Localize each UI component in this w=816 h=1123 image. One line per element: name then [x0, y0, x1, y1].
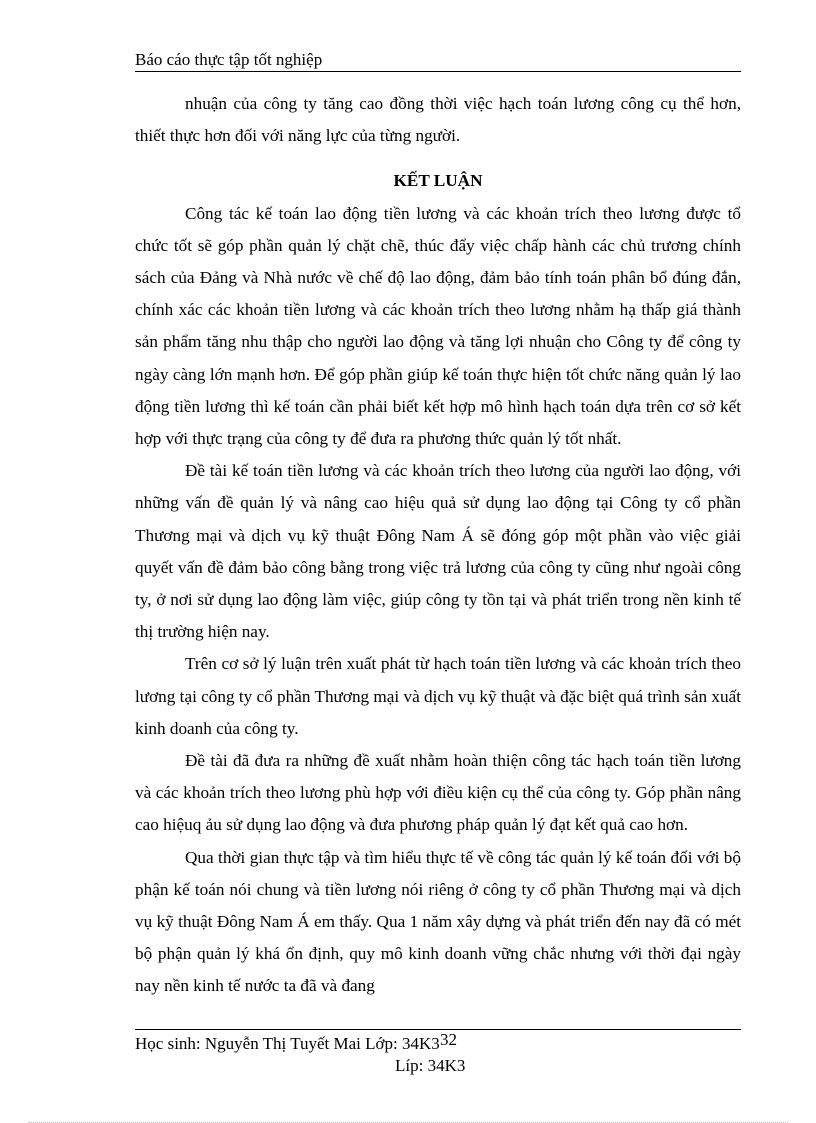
- paragraph-1: Công tác kế toán lao động tiền lương và các khoản trích theo lương được tổ chức tốt sẽ góp phần quản lý chặt chẽ, thúc đẩy việc chấp hành các chủ trương chính sách của Đảng và Nhà nước về chế độ lao động, đảm bảo tính toán phân bổ đúng đắn, chính xác các khoản tiền lương và các khoản trích theo lương nhằm hạ thấp giá thành sản phẩm tăng nhu thập cho người lao động và tăng lợi nhuận cho Công ty để công ty ngày càng lớn mạnh hơn. Để góp phần giúp kế toán thực hiện tốt chức năng quản lý lao động tiền lương thì kế toán cần phải biết kết hợp mô hình hạch toán dựa trên cơ sở kết hợp với thực trạng của công ty để đưa ra phương thức quản lý tốt nhất.: [135, 203, 741, 449]
- section-heading: KẾT LUẬN: [393, 171, 483, 191]
- paragraph-2: Đề tài kế toán tiền lương và các khoản trích theo lương của người lao động, với những vấn đề quản lý và nâng cao hiệu quả sử dụng lao động tại Công ty cổ phần Thương mại và dịch vụ kỹ thuật Đông Nam Á sẽ đóng góp một phần vào việc giải quyết vấn đề đảm bảo công bằng trong việc trả lương của công ty cũng như ngoài công ty, ở nơi sử dụng lao động làm việc, giúp công ty tồn tại và phát triển trong nền kinh tế thị trường hiện nay.: [135, 461, 741, 642]
- page-number: 32: [440, 1030, 457, 1049]
- paragraph-4: Đề tài đã đưa ra những đề xuất nhằm hoàn thiện công tác hạch toán tiền lương và các khoản trích theo lương phù hợp với điều kiện cụ thể của công ty. Góp phần nâng cao hiệuq ảu sử dụng lao động và đưa phương pháp quản lý đạt kết quả cao hơn.: [135, 751, 741, 835]
- paragraph-3: Trên cơ sở lý luận trên xuất phát từ hạch toán tiền lương và các khoản trích theo lương tại công ty cổ phần Thương mại và dịch vụ kỹ thuật và đặc biệt quá trình sản xuất kinh doanh của công ty.: [135, 654, 741, 738]
- footer-class-repeat: Líp: 34K3: [395, 1056, 466, 1075]
- page-header-title: Báo cáo thực tập tốt nghiệp: [135, 50, 323, 69]
- header-divider: [135, 71, 741, 72]
- intro-paragraph: nhuận của công ty tăng cao đồng thời việc hạch toán lương công cụ thể hơn, thiết thực hơn đối với năng lực của từng người.: [135, 94, 741, 146]
- footer-divider: [135, 1029, 741, 1030]
- paragraph-5: Qua thời gian thực tập và tìm hiểu thực tế về công tác quản lý kế toán đối với bộ phận kế toán nói chung và tiền lương nói riêng ở công ty cổ phần Thương mại và dịch vụ kỹ thuật Đông Nam Á em thấy. Qua 1 năm xây dựng và phát triển đến nay đã có mét bộ phận quản lý khá ổn định, quy mô kinh doanh vững chắc nhưng với thời đại ngày nay nền kinh tế nước ta đã và đang: [135, 847, 741, 996]
- document-body: [135, 88, 741, 1003]
- footer-student-info: Học sinh: Nguyễn Thị Tuyết Mai Lớp: 34K3: [135, 1034, 440, 1053]
